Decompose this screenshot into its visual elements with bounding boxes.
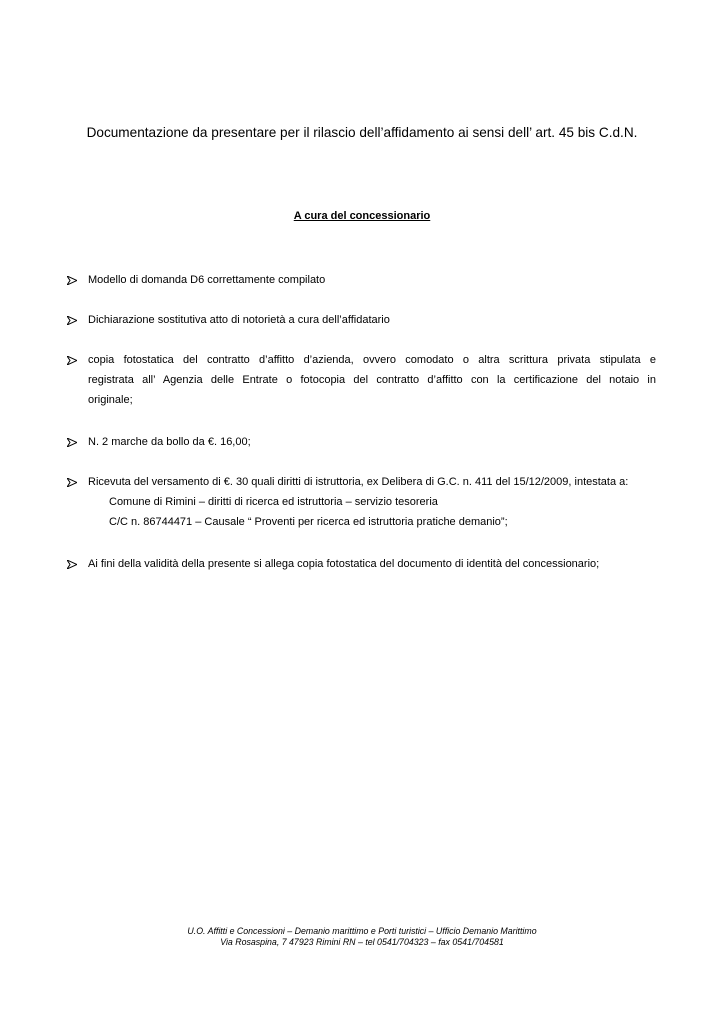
footer-address-line: Via Rosaspina, 7 47923 Rimini RN – tel 0541/704323 – fax 0541/704581 (220, 937, 504, 947)
document-title: Documentazione da presentare per il rilascio dell’affidamento ai sensi dell’ art. 45 bis C.d.N. (86, 125, 638, 140)
item-line: Ai fini della validità della presente si allega copia fotostatica del documento di identità del concessionario; (88, 558, 600, 570)
item-line: Modello di domanda D6 correttamente compilato (88, 274, 326, 286)
item-line: Dichiarazione sostitutiva atto di notorietà a cura dell’affidatario (88, 314, 390, 326)
item-line: Comune di Rimini – diritti di ricerca ed istruttoria – servizio tesoreria (109, 496, 438, 508)
arrow-bullet-icon (67, 310, 79, 330)
arrow-bullet-icon (67, 554, 79, 574)
page-footer (0, 926, 724, 948)
item-line: copia fotostatica del contratto d’affitto d’azienda, ovvero comodato o altra scrittura privata stipulata e (88, 354, 656, 366)
item-line: originale; (88, 394, 133, 406)
item-line: Ricevuta del versamento di €. 30 quali diritti di istruttoria, ex Delibera di G.C. n. 411 del 15/12/2009, intestata a: (88, 476, 629, 488)
arrow-bullet-icon (67, 432, 79, 452)
item-line: N. 2 marche da bollo da €. 16,00; (88, 436, 251, 448)
arrow-bullet-icon (67, 350, 79, 370)
footer-office-line: U.O. Affitti e Concessioni – Demanio marittimo e Porti turistici – Ufficio Demanio Marittimo (187, 926, 537, 936)
arrow-bullet-icon (67, 472, 79, 492)
arrow-bullet-icon (67, 270, 79, 290)
item-line: C/C n. 86744471 – Causale “ Proventi per ricerca ed istruttoria pratiche demanio”; (109, 516, 508, 528)
section-subtitle: A cura del concessionario (293, 210, 431, 222)
item-line: registrata all’ Agenzia delle Entrate o fotocopia del contratto d’affitto con la certificazione del notaio in (88, 374, 656, 386)
